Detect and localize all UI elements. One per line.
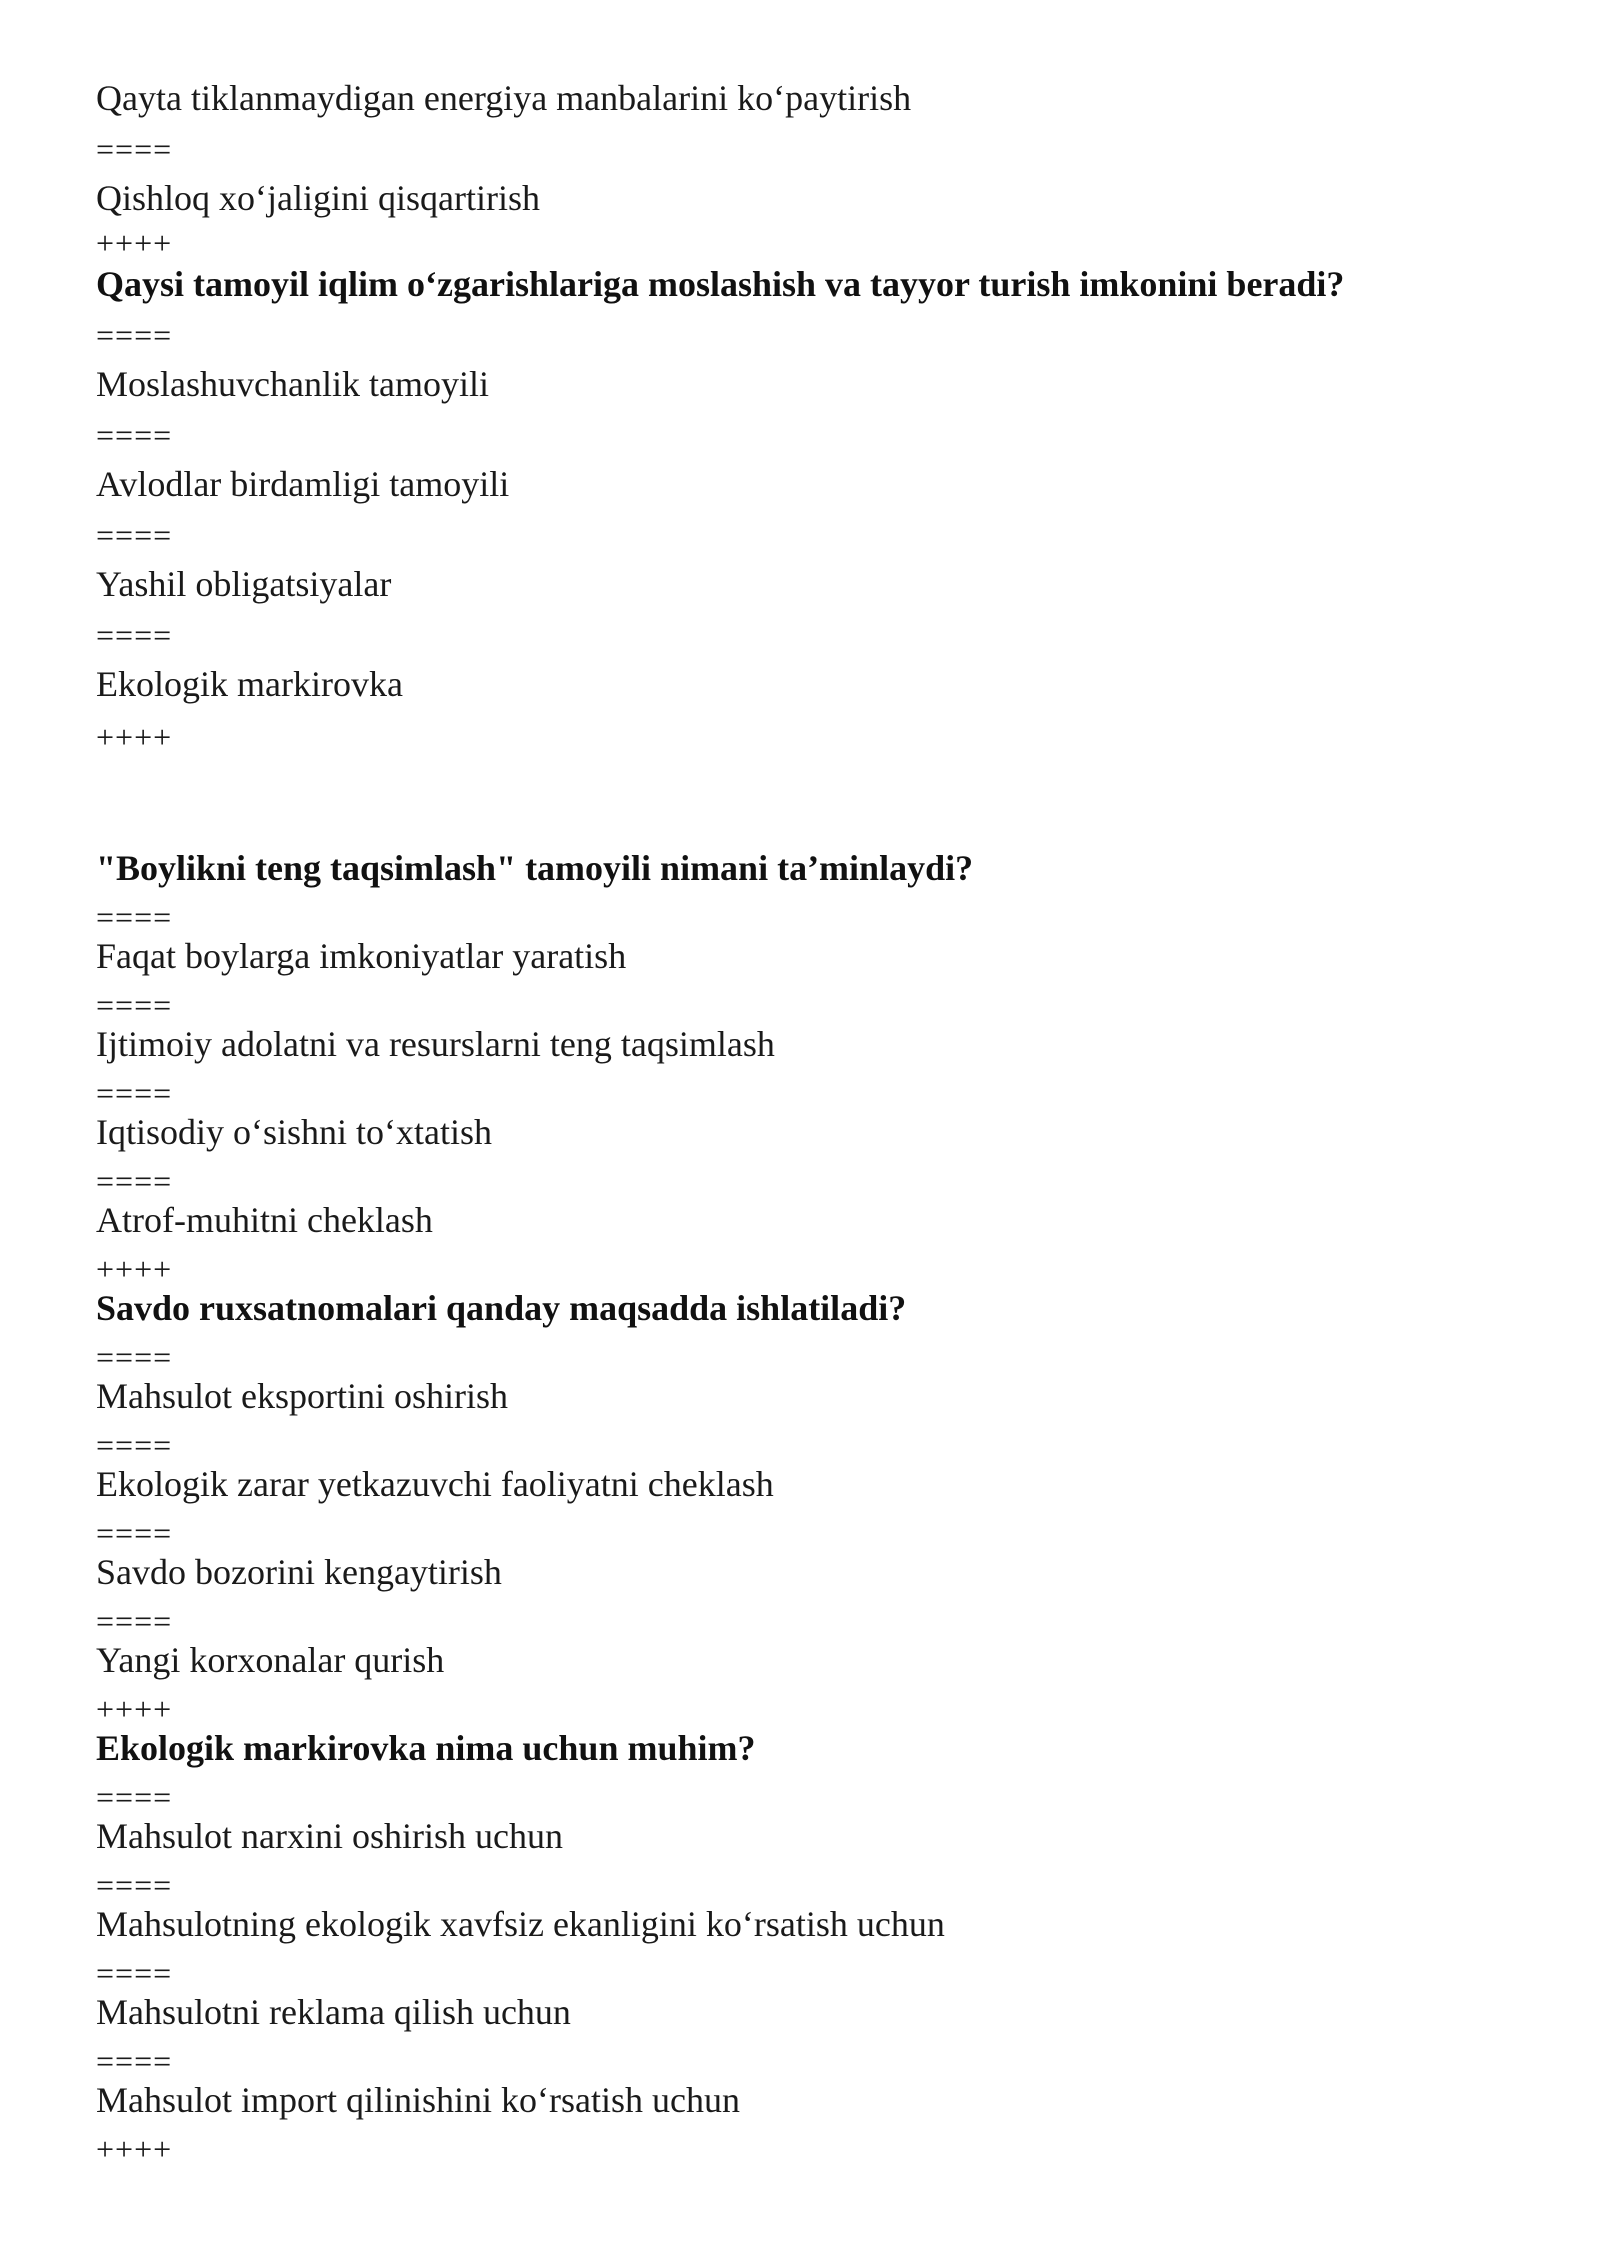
- option-separator: ====: [96, 517, 173, 553]
- option-separator: ====: [96, 1779, 173, 1815]
- option-separator: ====: [96, 1955, 173, 1991]
- option-separator: ====: [96, 1339, 173, 1375]
- answer-option: Mahsulot import qilinishini ko‘rsatish uchun: [96, 2080, 740, 2120]
- answer-option: Ijtimoiy adolatni va resurslarni teng taqsimlash: [96, 1024, 775, 1064]
- option-separator: ====: [96, 617, 173, 653]
- answer-option: Qishloq xo‘jaligini qisqartirish: [96, 178, 540, 218]
- question-text: Savdo ruxsatnomalari qanday maqsadda ishlatiladi?: [96, 1288, 907, 1328]
- option-separator: ====: [96, 417, 173, 453]
- answer-option: Yashil obligatsiyalar: [96, 564, 392, 604]
- answer-option: Mahsulotning ekologik xavfsiz ekanligini ko‘rsatish uchun: [96, 1904, 945, 1944]
- option-separator: ====: [96, 1515, 173, 1551]
- option-separator: ====: [96, 1867, 173, 1903]
- question-separator: ++++: [96, 1251, 173, 1287]
- question-text: "Boylikni teng taqsimlash" tamoyili nimani ta’minlaydi?: [96, 848, 974, 888]
- option-separator: ====: [96, 899, 173, 935]
- answer-option: Yangi korxonalar qurish: [96, 1640, 445, 1680]
- option-separator: ====: [96, 1427, 173, 1463]
- answer-option: Mahsulotni reklama qilish uchun: [96, 1992, 571, 2032]
- answer-option: Atrof-muhitni cheklash: [96, 1200, 433, 1240]
- question-text: Ekologik markirovka nima uchun muhim?: [96, 1728, 756, 1768]
- option-separator: ====: [96, 1603, 173, 1639]
- answer-option: Mahsulot narxini oshirish uchun: [96, 1816, 563, 1856]
- question-separator: ++++: [96, 719, 173, 755]
- answer-option: Avlodlar birdamligi tamoyili: [96, 464, 510, 504]
- question-separator: ++++: [96, 225, 173, 261]
- option-separator: ====: [96, 1163, 173, 1199]
- answer-option: Moslashuvchanlik tamoyili: [96, 364, 489, 404]
- answer-option: Ekologik zarar yetkazuvchi faoliyatni cheklash: [96, 1464, 774, 1504]
- question-separator: ++++: [96, 1691, 173, 1727]
- option-separator: ====: [96, 1075, 173, 1111]
- option-separator: ====: [96, 317, 173, 353]
- answer-option: Mahsulot eksportini oshirish: [96, 1376, 508, 1416]
- option-separator: ====: [96, 987, 173, 1023]
- answer-option: Qayta tiklanmaydigan energiya manbalarini ko‘paytirish: [96, 78, 912, 118]
- question-text: Qaysi tamoyil iqlim o‘zgarishlariga moslashish va tayyor turish imkonini beradi?: [96, 264, 1345, 304]
- answer-option: Iqtisodiy o‘sishni to‘xtatish: [96, 1112, 492, 1152]
- answer-option: Savdo bozorini kengaytirish: [96, 1552, 502, 1592]
- answer-option: Ekologik markirovka: [96, 664, 403, 704]
- answer-option: Faqat boylarga imkoniyatlar yaratish: [96, 936, 627, 976]
- option-separator: ====: [96, 131, 173, 167]
- option-separator: ====: [96, 2043, 173, 2079]
- question-separator: ++++: [96, 2131, 173, 2167]
